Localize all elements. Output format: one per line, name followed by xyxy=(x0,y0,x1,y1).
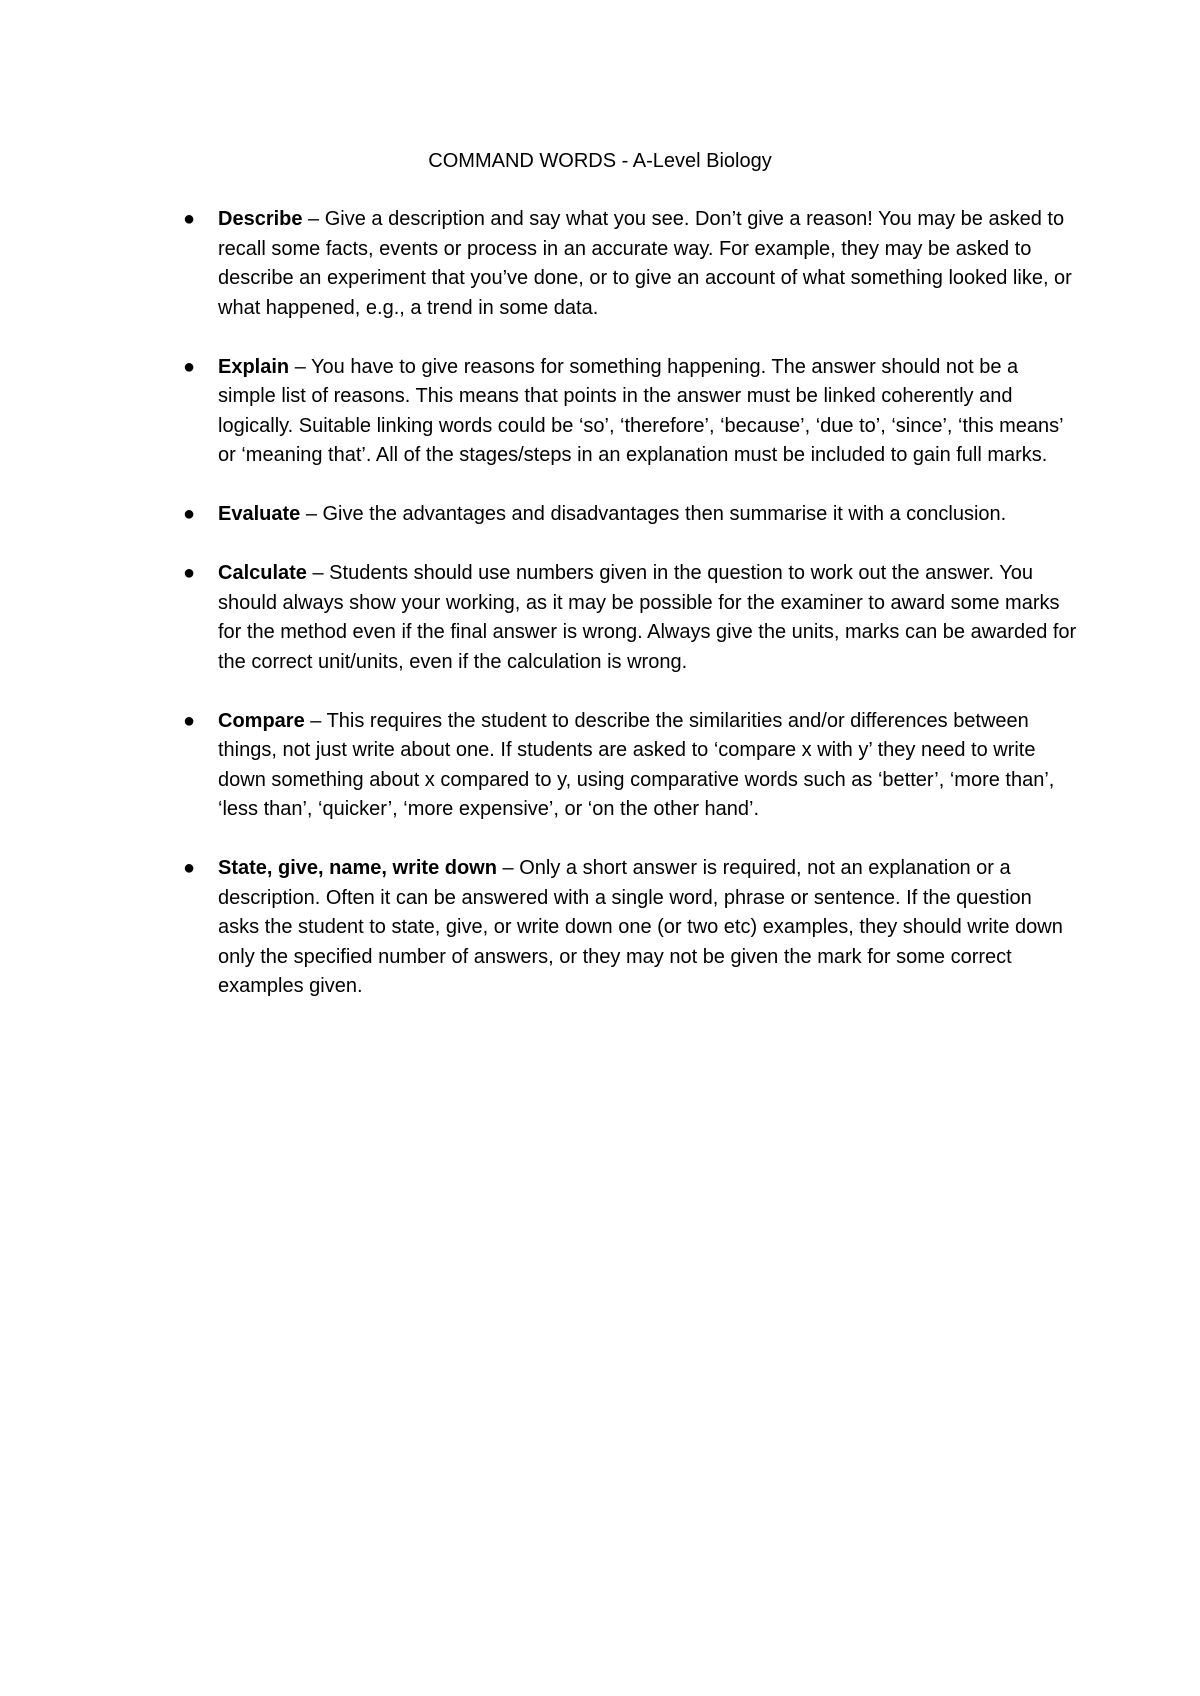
list-item xyxy=(182,500,1078,530)
bullet-icon: ● xyxy=(182,562,196,584)
command-word-list xyxy=(182,205,1078,1031)
list-item xyxy=(182,559,1078,677)
command-term: Compare xyxy=(218,709,305,732)
bullet-icon: ● xyxy=(182,355,196,378)
bullet-icon: ● xyxy=(182,857,196,879)
command-term: Calculate xyxy=(218,562,307,584)
bullet-icon: ● xyxy=(182,208,196,230)
list-item xyxy=(182,353,1078,471)
command-definition: – Students should use numbers given in the question to work out the answer. You should always show your working, as it may be possible for the examiner to award some marks for the method even if the final answer is wrong. Always give the units, marks can be awarded for the correct unit/units, even if the calculation is wrong. xyxy=(218,562,1077,673)
page-title: COMMAND WORDS - A-Level Biology xyxy=(428,150,772,172)
command-definition: – You have to give reasons for something happening. The answer should not be a simple list of reasons. This means that points in the answer must be linked coherently and logically. Suitable linking words could be ‘so’, ‘therefore’, ‘because’, ‘due to’, ‘since’, ‘this means’ or ‘meaning that’. All of the stages/steps in an explanation must be included to gain full marks. xyxy=(218,355,1063,466)
bullet-icon: ● xyxy=(182,503,196,525)
command-definition: – Give the advantages and disadvantages then summarise it with a conclusion. xyxy=(300,503,1007,525)
bullet-icon: ● xyxy=(182,709,196,732)
command-definition: – Give a description and say what you see. Don’t give a reason! You may be asked to recall some facts, events or process in an accurate way. For example, they may be asked to describe an experiment that you’ve done, or to give an account of what something looked like, or what happened, e.g., a trend in some data. xyxy=(218,208,1072,319)
list-item xyxy=(182,854,1078,1002)
list-item xyxy=(182,205,1078,323)
list-item xyxy=(182,707,1078,825)
command-term: State, give, name, write down xyxy=(218,857,497,879)
command-definition: – This requires the student to describe the similarities and/or differences between things, not just write about one. If students are asked to ‘compare x with y’ they need to write down something about x compared to y, using comparative words such as ‘better’, ‘more than’, ‘less than’, ‘quicker’, ‘more expensive’, or ‘on the other hand’. xyxy=(218,709,1055,820)
command-term: Explain xyxy=(218,355,290,378)
command-definition: – Only a short answer is required, not an explanation or a description. Often it can be answered with a single word, phrase or sentence. If the question asks the student to state, give, or write down one (or two etc) examples, they should write down only the specified number of answers, or they may not be given the mark for some correct examples given. xyxy=(218,857,1063,997)
command-term: Describe xyxy=(218,208,303,230)
command-term: Evaluate xyxy=(218,503,301,525)
